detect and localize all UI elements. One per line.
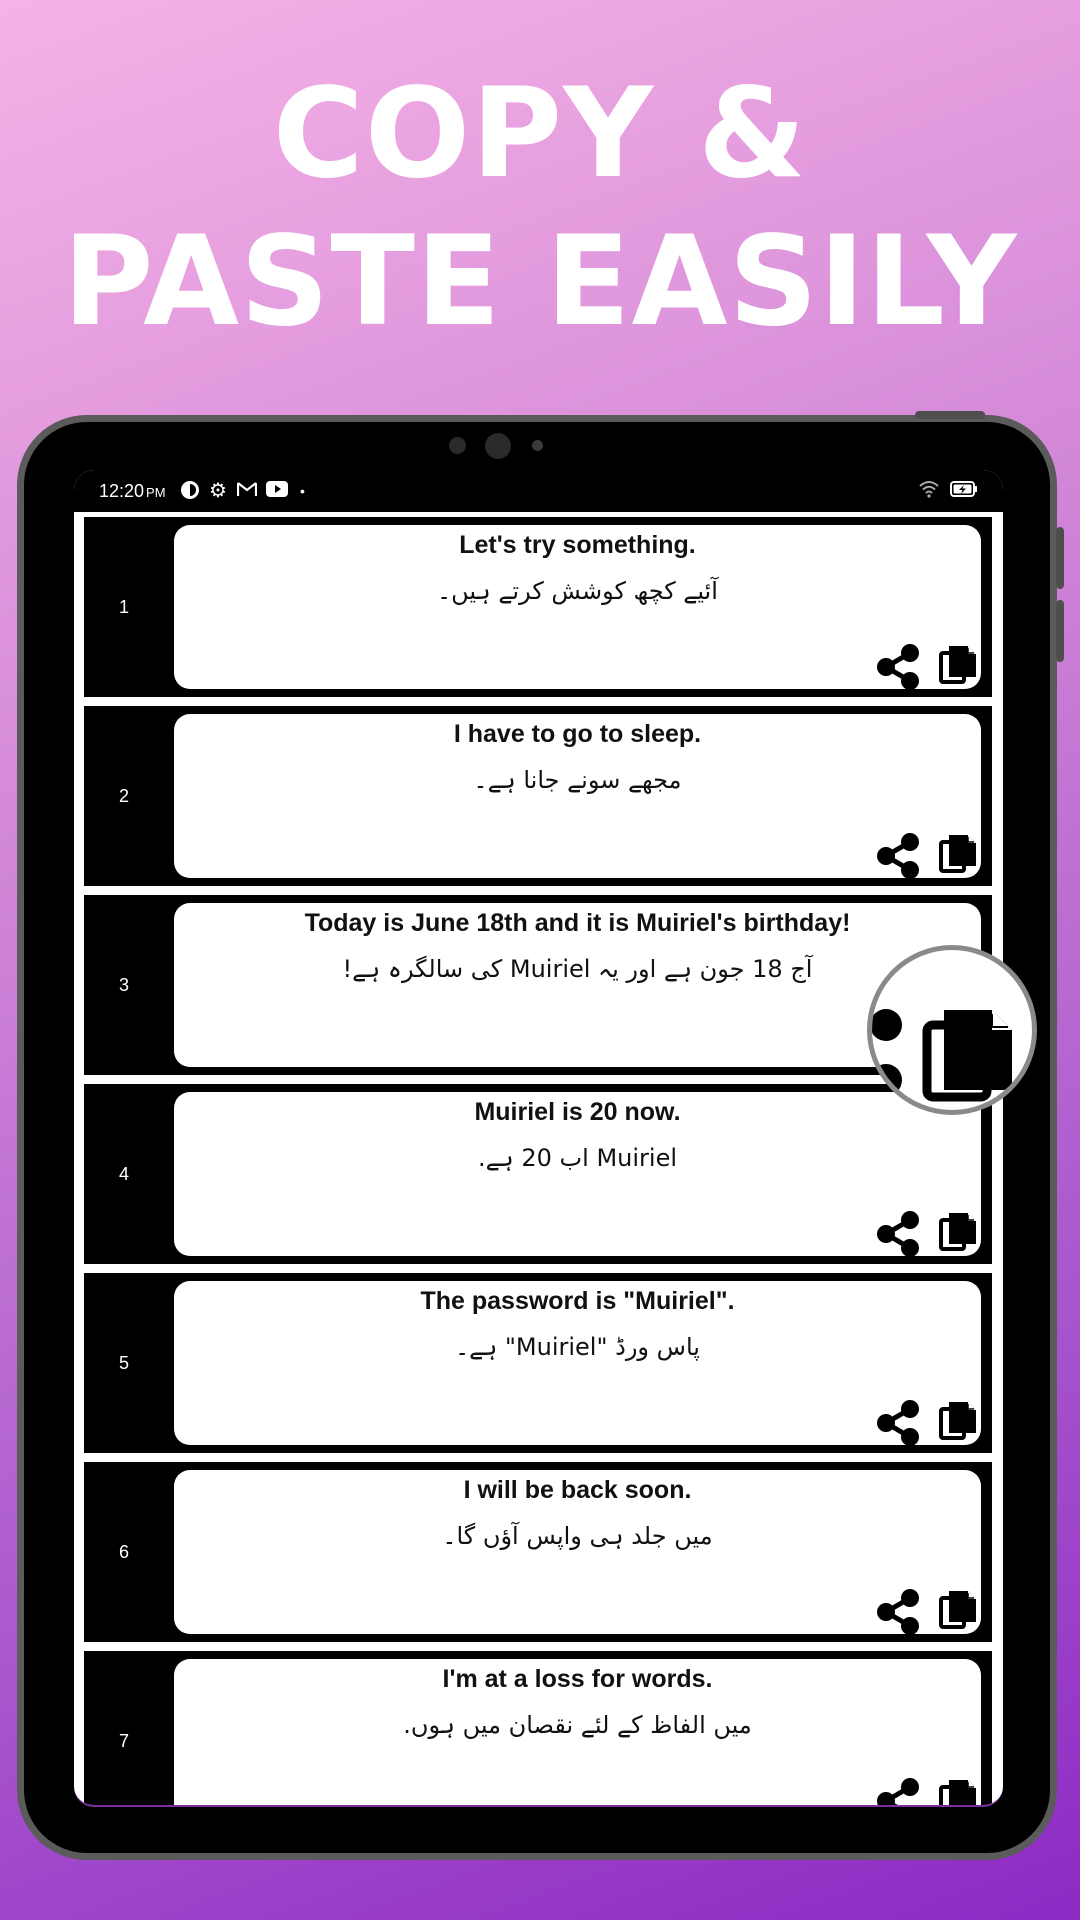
phrase-row [84, 1084, 992, 1264]
phrase-urdu: میں الفاظ کے لئے نقصان میں ہوں. [403, 1711, 752, 1739]
dot-icon: • [300, 483, 305, 499]
status-bar [74, 470, 1003, 512]
share-icon[interactable] [874, 1588, 922, 1636]
phrase-number: 1 [118, 596, 129, 617]
phrase-english: Muiriel is 20 now. [474, 1098, 681, 1126]
sensor-dot-left [449, 437, 466, 454]
status-time-ampm: PM [146, 485, 166, 500]
share-icon[interactable] [874, 643, 922, 691]
headline-line-1: COPY & [272, 62, 808, 206]
volume-down-button [1056, 600, 1064, 662]
phrase-english: Today is June 18th and it is Muiriel's birthday! [304, 909, 851, 937]
copy-icon[interactable] [938, 643, 978, 685]
phrase-row [84, 1651, 992, 1807]
phrase-urdu: پاس ورڈ "Muiriel" ہے۔ [455, 1333, 700, 1361]
phrase-row [84, 706, 992, 886]
battery-charging-icon [950, 480, 978, 503]
phrase-row [84, 895, 992, 1075]
share-icon[interactable] [874, 1399, 922, 1447]
youtube-icon [266, 480, 288, 502]
sensor-dot-right [532, 440, 543, 451]
phrase-urdu: میں جلد ہی واپس آؤں گا۔ [442, 1522, 713, 1550]
phrase-urdu: مجھے سونے جانا ہے۔ [473, 766, 682, 794]
copy-icon[interactable] [938, 832, 978, 874]
copy-icon[interactable] [938, 1588, 978, 1630]
share-icon[interactable] [874, 1210, 922, 1258]
screen [74, 470, 1003, 1807]
phrase-english: Let's try something. [459, 531, 696, 559]
phrase-number: 7 [118, 1730, 129, 1751]
phrase-card[interactable] [174, 1092, 981, 1256]
phrase-english: The password is "Muiriel". [420, 1287, 735, 1315]
phrase-card[interactable] [174, 714, 981, 878]
phrase-number: 6 [118, 1541, 129, 1562]
phrase-row [84, 517, 992, 697]
share-icon[interactable] [874, 832, 922, 880]
phrase-row [84, 1462, 992, 1642]
wifi-icon [919, 480, 939, 503]
gmail-icon [237, 480, 257, 502]
phrase-urdu: Muiriel اب 20 ہے. [477, 1144, 678, 1172]
phrase-card[interactable] [174, 1470, 981, 1634]
copy-icon[interactable] [938, 1210, 978, 1252]
copy-icon[interactable] [938, 1777, 978, 1807]
phrase-english: I will be back soon. [463, 1476, 692, 1504]
headline-line-2: PASTE EASILY [62, 210, 1018, 354]
phrase-card[interactable] [174, 903, 981, 1067]
phrase-urdu: آج 18 جون ہے اور یہ Muiriel کی سالگرہ ہے! [342, 955, 813, 983]
circle-app-icon [180, 480, 200, 505]
status-time [99, 481, 166, 502]
phrase-number: 5 [118, 1352, 129, 1373]
phrase-english: I have to go to sleep. [453, 720, 702, 748]
front-camera [485, 433, 511, 459]
copy-icon[interactable] [938, 1399, 978, 1441]
phrase-card[interactable] [174, 1281, 981, 1445]
phrase-english: I'm at a loss for words. [442, 1665, 713, 1693]
volume-up-button [1056, 527, 1064, 589]
phrase-row [84, 1273, 992, 1453]
phrase-card[interactable] [174, 1659, 981, 1807]
phrase-card[interactable] [174, 525, 981, 689]
phrase-list [84, 517, 992, 1807]
status-time-value: 12:20 [99, 481, 145, 501]
phrase-number: 2 [118, 785, 129, 806]
headline [0, 60, 1080, 356]
gear-icon: ⚙ [209, 480, 227, 502]
phrase-urdu: آئیے کچھ کوشش کرتے ہیں۔ [437, 577, 718, 605]
power-button [915, 411, 985, 419]
phrase-number: 4 [118, 1163, 129, 1184]
share-icon[interactable] [874, 1777, 922, 1807]
magnifier-copy-icon [867, 945, 1037, 1115]
phrase-number: 3 [118, 974, 129, 995]
